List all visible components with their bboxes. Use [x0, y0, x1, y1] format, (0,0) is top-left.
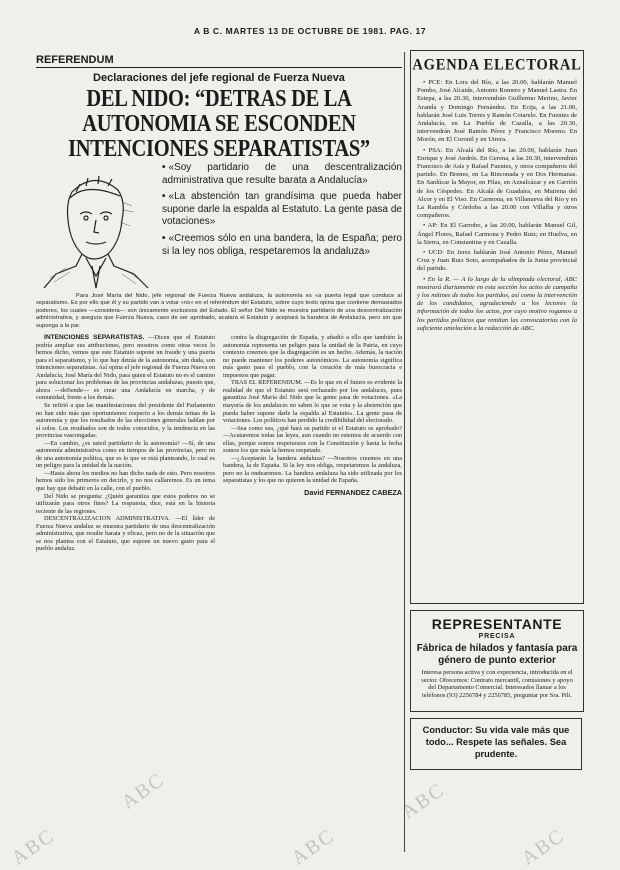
- agenda-item: • AP: En El Garrobo, a las 20.00, hablarán Manuel Gil, Ángel Flores, Rafael Carmona y Pedro Ruiz; en Huelva, en la Sierra, en Constantina y en Cazalla.: [417, 222, 577, 246]
- agenda-item: • En la R. — A lo largo de la olimpiada electoral, ABC mostrará diariamente en esta sección los actos de campaña y los mítines de todos los partidos, así como la intervención de los candidatos, agradeciendo a los lectores la información de todos los actos, por cuyo motivo rogamos a los partidos políticos que remitan las convocatorias con la suficiente antelación a la redacción de ABC.: [417, 275, 577, 332]
- paragraph: —Hasta ahora los medios no han dicho nada de esto. Pero nosotros hemos sido los primeros en decirlo, y no nos callaremos. Es un tema que hay que debatir en la calle, con el pueblo.: [36, 469, 215, 492]
- paragraph: —Dicen que el Estatuto podría ampliar sus atribuciones, pero nosotros como otras veces lo hemos dicho, vemos que este Estatuto supone un fraude y una puerta para el separatismo, y lo que hay detrás de la autonomía, sin duda, son intenciones separatistas. Así opina el jefe regional de Fuerza Nueva en Andalucía, José María del Nido, para quien el Estatuto no es el camino para solucionar los problemas de las provincias andaluzas, puesto que, ahora —defiende— es crear una Andalucía en marcha, y de comunidad, frente a los demás.: [36, 334, 216, 402]
- paragraph: contra la disgregación de España, y añadió a ello que también la autonomía representa un peligro para la unidad de la Patria, en cuyo contexto creemos que la disgregación es un hecho. Además, la nación no puede mantener los poderes autonómicos. La autonomía significa más gasto para el pueblo, con la creación de más burocracia e impuestos que pagar.: [223, 334, 402, 379]
- pullquote: • «Creemos sólo en una bandera, la de España; pero si la ley nos obliga, respetaremos la andaluza»: [162, 233, 402, 258]
- article-columns: [36, 334, 402, 553]
- portrait-sketch-icon: [36, 162, 154, 290]
- agenda-title: AGENDA ELECTORAL: [412, 56, 582, 74]
- article-column-2: [223, 334, 402, 553]
- pullquotes: [162, 162, 402, 290]
- agenda-electoral-box: [410, 50, 584, 604]
- classified-ad: [410, 610, 584, 712]
- paragraph: Del Nido se pregunta: ¿Quién garantiza que estos poderes no se utilizarán para otros fines? La respuesta, dice, está en la historia reciente de las regiones.: [36, 492, 215, 515]
- watermark: ABC: [117, 768, 169, 814]
- subheading: INTENCIONES SEPARATISTAS.: [44, 334, 145, 342]
- watermark: ABC: [517, 824, 569, 870]
- column-divider: [404, 52, 405, 852]
- portrait-drawing: [36, 162, 154, 290]
- classified-subtitle: PRECISA: [478, 633, 516, 640]
- paragraph: —Sea como sea, ¿qué hará su partido si el Estatuto es aprobado? —Acataremos todas las leyes, aun cuando no estemos de acuerdo con ellas, porque somos respetuosos con la Constitución y hasta la fecha somos los que más la hemos respetado.: [223, 424, 402, 455]
- paragraph: TRAS EL REFERENDUM. —Es lo que en el futuro es evidente la realidad de que el Estatuto será rechazado por los andaluces, pues garantiza José María del Nido que la gente pasa de votaciones. «La mayoría de los andaluces no saben lo que se vota y la abstención que pueda haber supone darle la espalda al Estatuto». La gente pasa de votaciones. Los políticos han perdido la credibilidad del electorado.: [223, 379, 402, 425]
- main-article: [36, 54, 402, 850]
- lead-row: [36, 162, 402, 290]
- road-safety-notice: Conductor: Su vida vale más que todo... Respete las señales. Sea prudente.: [410, 718, 582, 770]
- section-label: REFERENDUM: [36, 54, 402, 68]
- agenda-body: [411, 74, 583, 340]
- article-headline: DEL NIDO: “DETRAS DE LA AUTONOMIA SE ESCONDEN INTENCIONES SEPARATISTAS”: [68, 86, 370, 162]
- pullquote: • «La abstención tan grandísima que pueda haber supone darle la espalda al Estatuto. La gente pasa de votaciones»: [162, 191, 402, 229]
- page-header: A B C. MARTES 13 DE OCTUBRE DE 1981. PAG. 17: [193, 26, 427, 36]
- watermark: ABC: [397, 778, 449, 824]
- classified-headline: Fábrica de hilados y fantasía para género de punto exterior: [416, 643, 578, 666]
- agenda-item: • UCD: En Jerez hablarán José Antonio Pérez, Manuel Cruz y Juan Ruiz Soto, acompañados de la Junta provincial del partido.: [417, 249, 577, 273]
- pullquote: • «Soy partidario de una descentralización administrativa que resulte barata a Andalucía»: [162, 162, 402, 187]
- byline: David FERNANDEZ CABEZA: [304, 487, 402, 497]
- article-column-1: [36, 334, 215, 553]
- classified-title: REPRESENTANTE: [431, 616, 563, 632]
- watermark: ABC: [287, 824, 339, 870]
- classified-body: Interesa persona activa y con experiencia, introducida en el sector. Ofrecemos: Contrato mercantil, comisiones y apoyo del Departamento Comercial. Interesados llamar a los teléfonos (93) 2256784 y 2256785, preguntar por Sra. Pili.: [421, 669, 573, 699]
- agenda-item: • PCE: En Lora del Río, a las 20.00, hablarán Manuel Pombo, José Alcaide, Antonio Romero y Manuel Lastra. En Estepa, a las 20.30, intervendrán Guillermo Merino, Javier Aranda y Domingo Fernández. En Ecija, a las 21.00, hablarán José Luis Torres y Ramón Cotarelo. En Fuentes de Andalucía, en La Puebla de Cazalla, a las 20.30, intervendrán José Ramón Pérez y Francisco Moreno. En Morón, en El Coronil y en Utrera.: [417, 79, 577, 144]
- paragraph: —¿Aceptarán la bandera andaluza? —Nosotros creemos en una bandera, la de España. Si la ley nos obliga, respetaremos la andaluza, pero no la ondearemos. La bandera andaluza ha sido utilizada por los separatistas y los que no quieren la unidad de España.: [223, 454, 402, 485]
- paragraph: DESCENTRALIZACION ADMINISTRATIVA. —El líder de Fuerza Nueva andaluz se muestra partidario de una descentralización administrativa, que resulte barata y eficaz, pero no de la situación que se nos plantea con el Estatuto, que supone un nuevo gasto para el pueblo andaluz.: [36, 515, 215, 553]
- paragraph: Se refirió a que las manifestaciones del presidente del Parlamento no han sido más que oportunismos respecto a los demás temas de la autonomía y que los resultados de las elecciones generales hablan por sí solos. Los resultados son de todos conocidos, y la tendencia en las provincias vascongadas.: [36, 401, 215, 440]
- watermark: ABC: [7, 824, 59, 870]
- agenda-item: • PSA: En Alcalá del Río, a las 20.00, hablarán Juan Enrique y José Andrés. En Gerena, a las 20.30, intervendrán Francisco de Asís y Rafael Fuentes, y otros compañeros del partido. En Brenes, en La Rinconada y en Dos Hermanas. En Sanlúcar la Mayor, en Pilas, en Aznalcázar y en Carrión de los Céspedes. En Alcalá de Guadaíra, en Mairena del Alcor y en El Viso. En Carmona, en Villanueva del Río y en La Rambla y Córdoba a las 20.00 con Villalba y otros compañeros.: [417, 146, 577, 220]
- paragraph: —En cambio, ¿es usted partidario de la autonomía? —Sí, de una autonomía administrativa como en tiempos de las provincias, pero no de una autonomía política, que es lo que se está planteando, lo cual es un peligro para la unidad de la nación.: [36, 439, 215, 470]
- article-kicker: Declaraciones del jefe regional de Fuerza Nueva: [93, 72, 345, 84]
- article-summary: Para José María del Nido, jefe regional de Fuerza Nueva andaluza, la autonomía es «a puerta legal que conduce al separatismo. Es por ello que él y su partido van a votar «no» en el referéndum del Estatuto, sobre cuyo texto opina que contiene demasiados poderes, los cuales —considera— son únicamente exclusivos del Estado. El señor Del Nido se muestra partidario de una descentralización administrativa, y asegura que Fuerza Nueva, caso de ser aprobado, acatará el Estatuto y aceptará la bandera de Andalucía, pero sin que suponga a la par.: [36, 293, 402, 329]
